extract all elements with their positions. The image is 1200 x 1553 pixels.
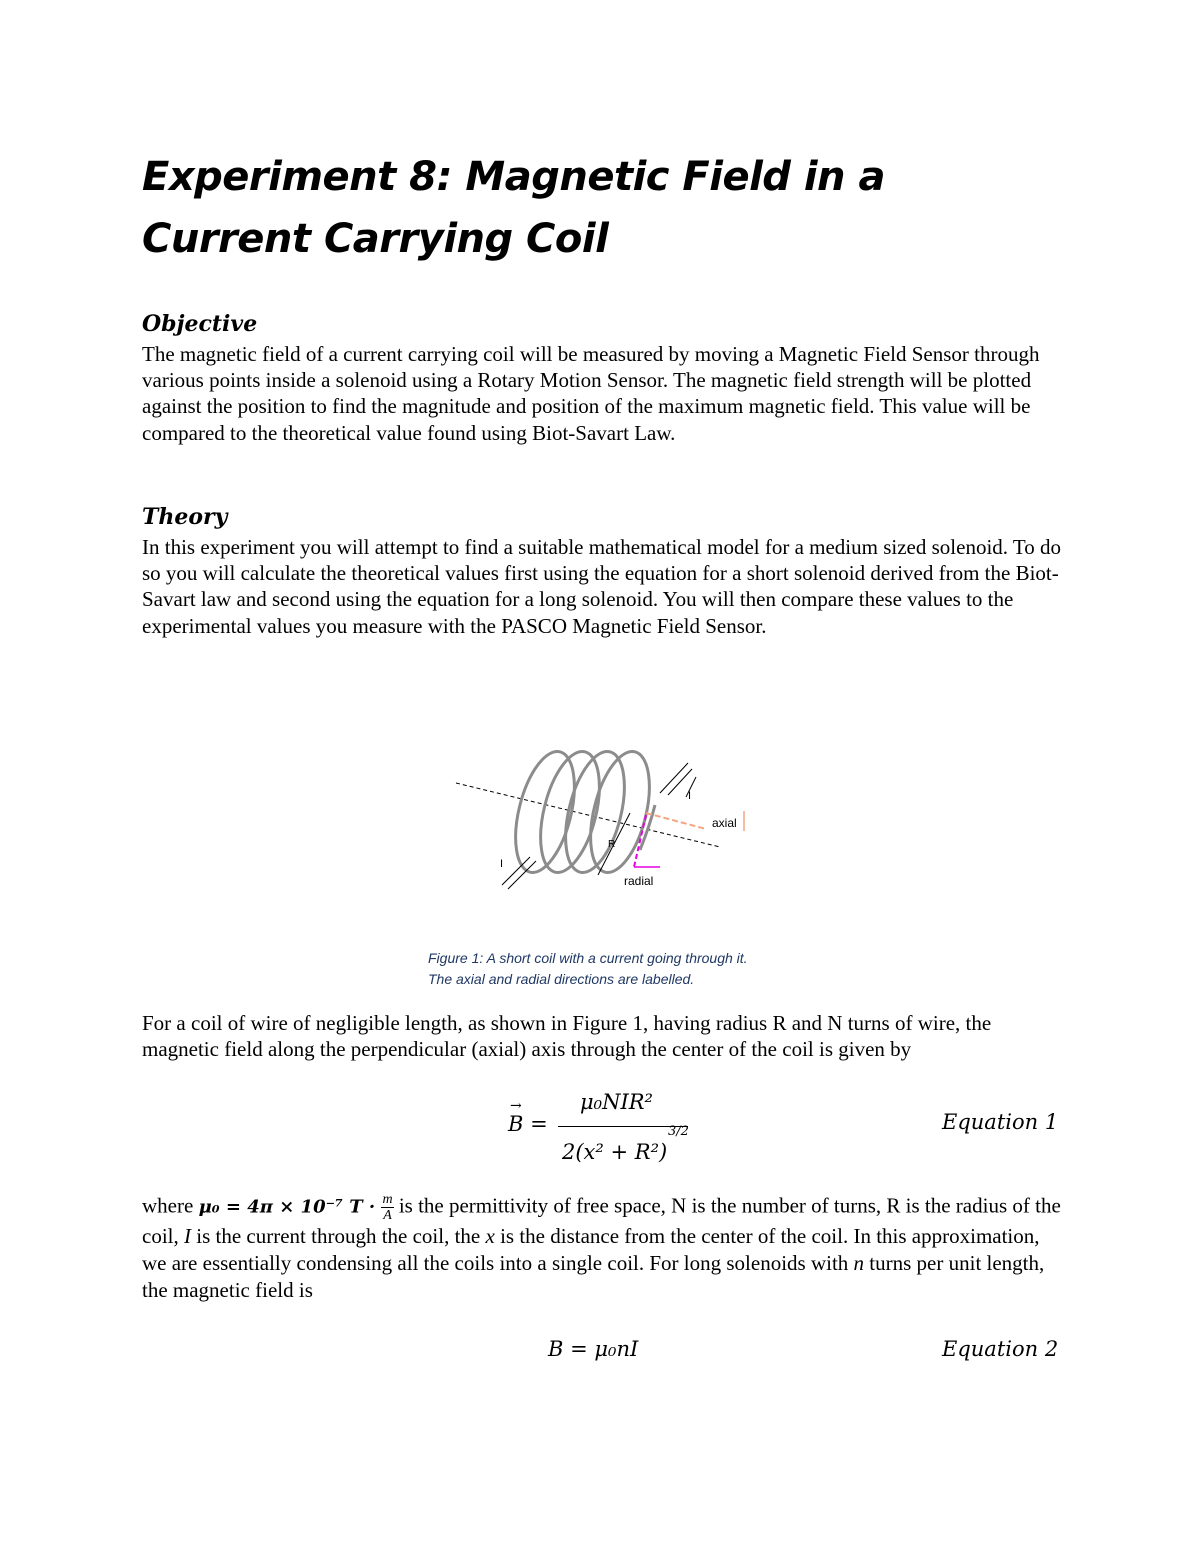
radius-label: R [608, 839, 616, 850]
vector-arrow-icon: → [510, 1098, 522, 1114]
theory-paragraph [142, 534, 1062, 639]
coil-leads [502, 763, 692, 889]
equation-1-lhs: → B = [508, 1098, 548, 1136]
permeability-constant: μ₀ = 4π × 10⁻⁷ T · [198, 1196, 382, 1218]
negligible-length-paragraph [142, 1010, 1062, 1062]
figure-caption [428, 948, 748, 990]
objective-heading: Objective [142, 311, 258, 337]
current-label-bottom: I [500, 858, 504, 870]
equation-1 [508, 1090, 698, 1170]
equation-1-denominator: 2(x² + R²) [562, 1140, 668, 1164]
axial-label: axial [712, 816, 737, 830]
theory-heading: Theory [142, 504, 228, 530]
theory-body: In this experiment you will attempt to find a suitable mathematical model for a medium sized solenoid. To do so you will calculate the theoretical values first using the equation for a short solenoid derived from the Biot-Savart law and second using the equation for a long solenoid. You will then compare these values to the experimental values you measure with the PASCO Magnetic Field Sensor. [142, 535, 1062, 638]
equation-2: B = μ₀nI [548, 1337, 639, 1361]
equation-1-label: Equation 1 [942, 1110, 1059, 1134]
coil-figure [450, 735, 760, 895]
negligible-length-body: For a coil of wire of negligible length, as shown in Figure 1, having radius R and N turns of wire, the magnetic field along the perpendicular (axial) axis through the center of the coil is given by [142, 1011, 992, 1062]
current-label-top: I [688, 790, 692, 802]
caption-line-1: Figure 1: A short coil with a current going through it. [428, 950, 748, 966]
objective-body: The magnetic field of a current carrying coil will be measured by moving a Magnetic Field Sensor through various points inside a solenoid using a Rotary Motion Sensor. The magnetic field strength will be plotted against the position to find the magnitude and position of the maximum magnetic field. This value will be compared to the theoretical value found using Biot-Savart Law. [142, 342, 1040, 445]
equation-1-exponent: 3/2 [668, 1124, 689, 1139]
objective-paragraph [142, 341, 1062, 446]
axial-arrow [646, 813, 706, 829]
document-title: Experiment 8: Magnetic Field in a Current Carrying Coil [142, 154, 885, 262]
units-fraction: $\frac{m}{A}$ [382, 1192, 393, 1223]
where-paragraph: where μ₀ = 4π × 10⁻⁷ T · $\frac{m}{A}$ is the permittivity of free space, N is the number of turns, R is the radius of the coil, I is the current through the coil, the x is the distance from the center of the coil. In this approximation, we are essentially condensing all the coils into a single coil. For long solenoids with n turns per unit length, the magnetic field is [142, 1192, 1061, 1302]
equation-2-label: Equation 2 [942, 1337, 1059, 1361]
radial-label: radial [624, 874, 654, 888]
caption-line-2: The axial and radial directions are labelled. [428, 971, 695, 987]
equation-1-numerator: μ₀NIR² [580, 1090, 653, 1114]
